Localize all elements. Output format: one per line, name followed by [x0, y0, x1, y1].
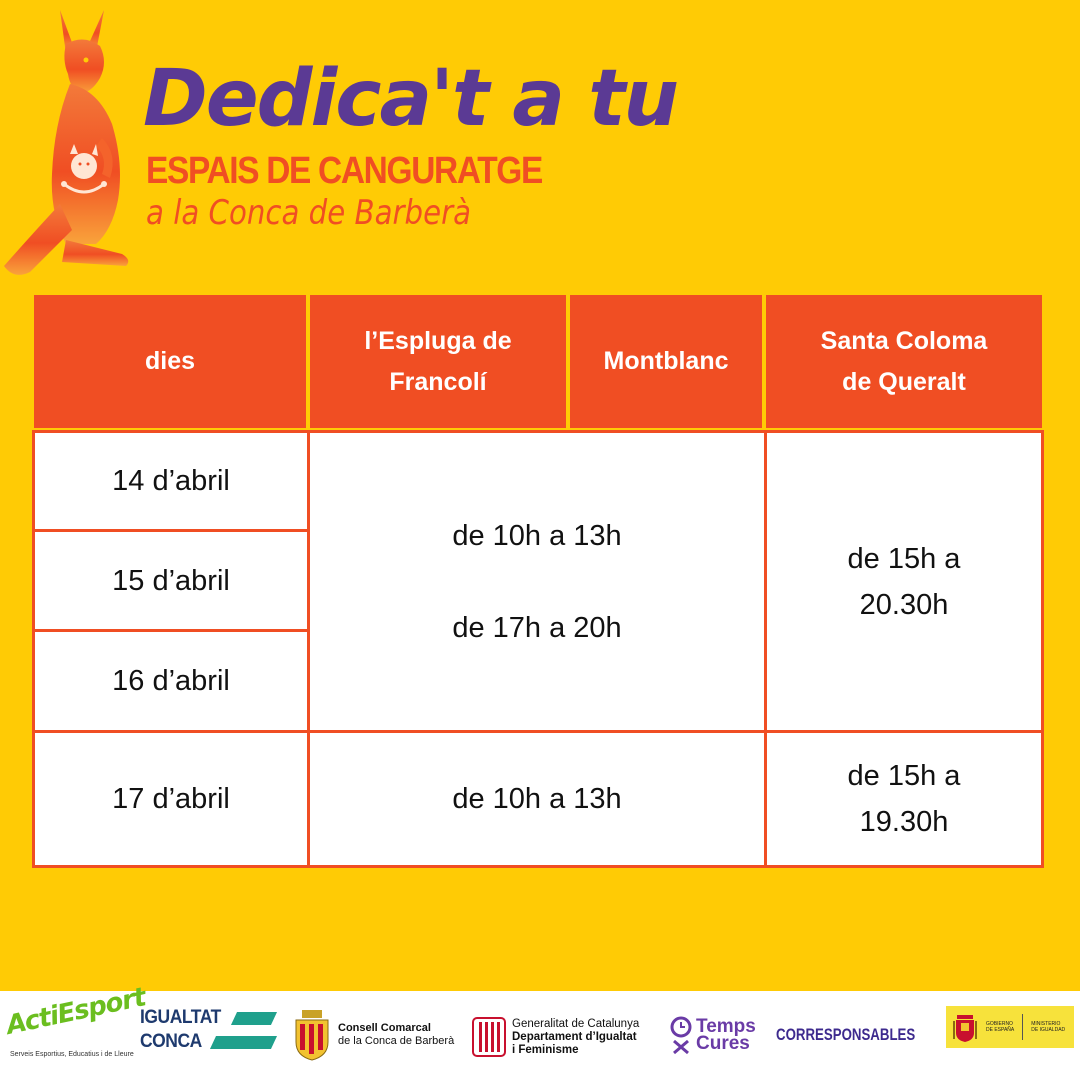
day-cell [32, 629, 310, 733]
temps-cures-logo [668, 1013, 762, 1057]
corresponsables-logo [770, 1009, 938, 1061]
cures-word: Cures [696, 1033, 750, 1054]
page-title: Dedica't a tu [143, 54, 678, 144]
day-label: 15 d’abril [112, 564, 230, 597]
day-label: 16 d’abril [112, 665, 230, 697]
day-cell [32, 730, 310, 868]
schedule-espluga-montblanc-17 [307, 730, 767, 868]
temps-word: Temps [696, 1016, 756, 1037]
time-line2: 19.30h [859, 806, 949, 838]
header-dies-label: dies [144, 347, 196, 375]
conca-word: CONCA [140, 1031, 202, 1052]
footer-logos [0, 982, 1080, 1080]
day-cell [32, 430, 310, 532]
actiesport-wordmark: ActiEsport [3, 982, 148, 1041]
header-espluga-line2: Francolí [389, 367, 487, 396]
header-espluga [308, 293, 568, 430]
time-line1: de 15h a [847, 760, 961, 792]
gobierno-line2: DE ESPAÑA [986, 1027, 1015, 1033]
header-santa-line2: de Queralt [842, 367, 966, 396]
time-morning: de 10h a 13h [452, 783, 622, 815]
igualtat-word: IGUALTAT [140, 1007, 221, 1028]
time-line2: 20.30h [859, 588, 949, 621]
day-label: 14 d’abril [112, 465, 230, 497]
time-line1: de 15h a [847, 542, 961, 575]
header-montblanc-label: Montblanc [603, 347, 729, 375]
time-afternoon: de 17h a 20h [452, 611, 622, 644]
gencat-line2: Departament d’Igualtat [512, 1030, 637, 1043]
time-morning: de 10h a 13h [452, 519, 622, 552]
igualtat-bar [231, 1012, 277, 1025]
header-santa-line1: Santa Coloma [820, 326, 988, 355]
kangaroo-illustration [0, 4, 150, 284]
consell-line2: de la Conca de Barberà [338, 1035, 455, 1047]
clock-icon [668, 1015, 696, 1055]
subtitle-location: a la Conca de Barberà [146, 193, 472, 233]
header-dies [32, 293, 308, 430]
gobierno-ministerio-logo [946, 1006, 1074, 1048]
schedule-santa-coloma-17 [764, 730, 1044, 868]
gencat-line3: i Feminisme [512, 1043, 579, 1056]
gencat-line1: Generalitat de Catalunya [512, 1017, 640, 1030]
schedule-table [32, 293, 1044, 868]
igualtat-conca-logo [140, 1008, 274, 1058]
divider [1022, 1014, 1023, 1040]
coat-of-arms-icon [292, 1008, 332, 1062]
ministerio-line1: MINISTERIO [1031, 1021, 1061, 1027]
spain-coat-of-arms-icon [952, 1011, 978, 1043]
conca-bar [210, 1036, 277, 1049]
generalitat-logo [472, 1013, 668, 1061]
consell-line1: Consell Comarcal [338, 1022, 431, 1034]
day-label: 17 d’abril [112, 783, 230, 815]
header-santa-coloma [764, 293, 1044, 430]
actiesport-tagline: Serveis Esportius, Educatius i de Lleure [10, 1051, 134, 1058]
gobierno-line1: GOBIERNO [986, 1021, 1013, 1027]
corresponsables-word: CORRESPONSABLES [776, 1025, 916, 1044]
subtitle: ESPAIS DE CANGURATGE [146, 150, 542, 192]
day-cell [32, 529, 310, 632]
header-espluga-line1: l’Espluga de [364, 326, 512, 355]
actiesport-logo [3, 982, 148, 1073]
senyera-icon [472, 1017, 506, 1057]
schedule-espluga-montblanc-14-16 [307, 430, 767, 733]
header-montblanc [568, 293, 764, 430]
schedule-santa-coloma-14-16 [764, 430, 1044, 733]
consell-comarcal-logo [292, 999, 462, 1071]
ministerio-line2: DE IGUALDAD [1031, 1027, 1066, 1033]
